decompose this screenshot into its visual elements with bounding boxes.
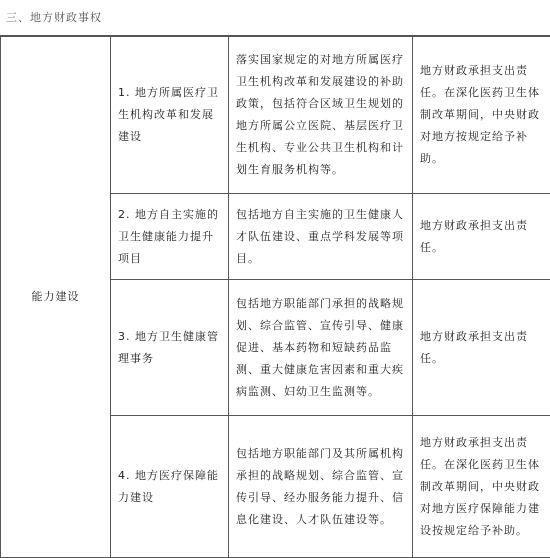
table-row (1, 37, 550, 194)
section-title: 三、地方财政事权 (6, 9, 102, 25)
category-cell: 能力建设 (1, 37, 111, 558)
responsibility-cell: 地方财政承担支出责任。 (413, 194, 550, 280)
content-cell: 包括地方职能部门及其所属机构承担的战略规划、综合监管、宣传引导、经办服务能力提升、信息化建设、人才队伍建设等。 (229, 416, 413, 558)
item-cell: 1. 地方所属医疗卫生机构改革和发展建设 (111, 37, 229, 194)
responsibility-cell: 地方财政承担支出责任。在深化医药卫生体制改革期间，中央财政对地方医疗保障能力建设按规定给予补助。 (413, 416, 550, 558)
content-cell: 包括地方自主实施的卫生健康人才队伍建设、重点学科发展等项目。 (229, 194, 413, 280)
item-cell: 3. 地方卫生健康管理事务 (111, 280, 229, 416)
content-cell: 包括地方职能部门承担的战略规划、综合监管、宣传引导、健康促进、基本药物和短缺药品监测、重大健康危害因素和重大疾病监测、妇幼卫生监测等。 (229, 280, 413, 416)
section-header (0, 0, 550, 36)
responsibility-cell: 地方财政承担支出责任。 (413, 280, 550, 416)
item-cell: 4. 地方医疗保障能力建设 (111, 416, 229, 558)
fiscal-responsibility-table (0, 36, 550, 558)
item-cell: 2. 地方自主实施的卫生健康能力提升项目 (111, 194, 229, 280)
responsibility-cell: 地方财政承担支出责任。在深化医药卫生体制改革期间，中央财政对地方按规定给予补助。 (413, 37, 550, 194)
content-cell: 落实国家规定的对地方所属医疗卫生机构改革和发展建设的补助政策，包括符合区域卫生规划的地方所属公立医院、基层医疗卫生机构、专业公共卫生机构和计划生育服务机构等。 (229, 37, 413, 194)
